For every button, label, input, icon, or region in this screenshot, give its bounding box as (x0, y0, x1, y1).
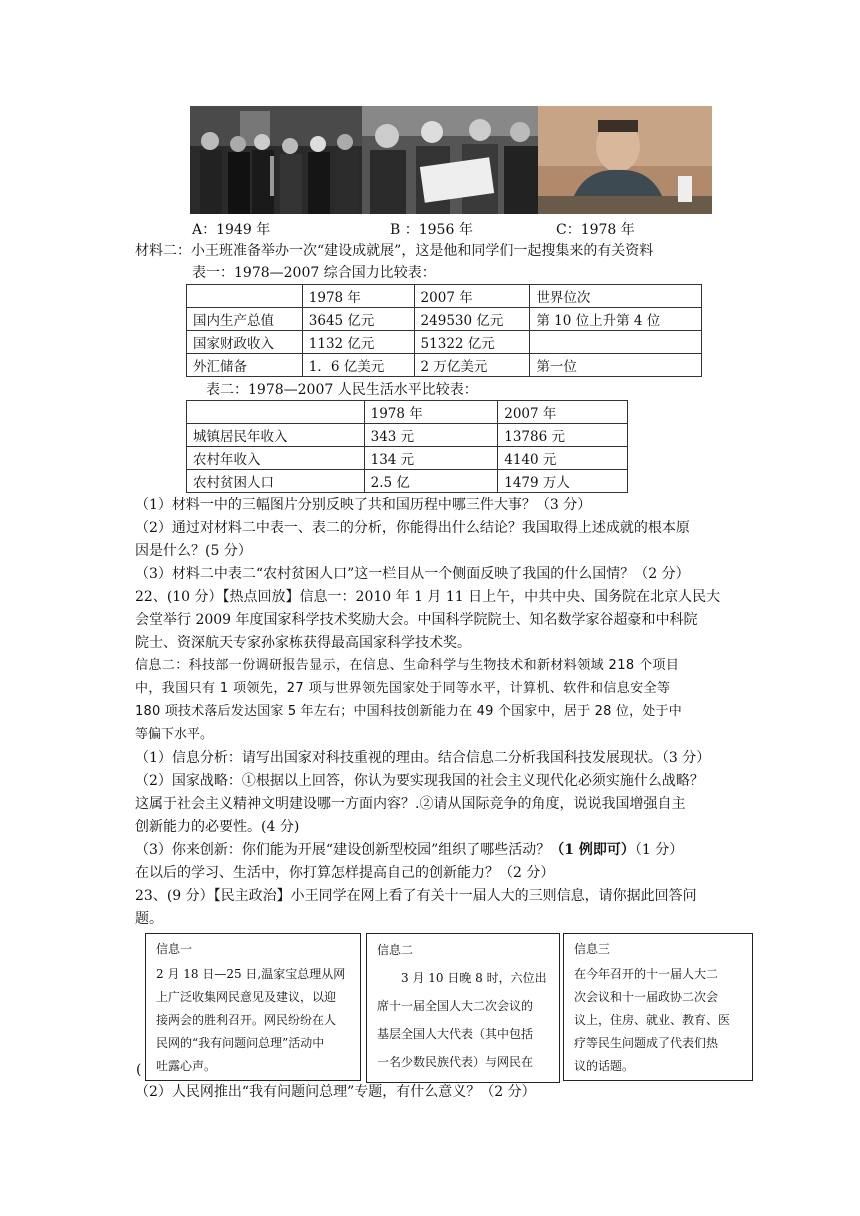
q22-line1: 22、(10 分）【热点回放】信息一：2010 年 1 月 11 日上午，中共中央、国务院在北京人民大 (135, 589, 721, 605)
table-cell: 13786 元 (498, 424, 628, 447)
table-cell: 1978 年 (302, 285, 414, 308)
table-cell: 51322 亿元 (414, 331, 530, 354)
table-cell: 343 元 (364, 424, 498, 447)
q22-info2-line4: 等偏下水平。 (135, 727, 214, 742)
q22-sub2-line3: 创新能力的必要性。(4 分) (135, 819, 300, 835)
info-box-line: 接两会的胜利召开。网民纷纷在人 (156, 1013, 337, 1027)
q21-sub1: （1）材料一中的三幅图片分别反映了共和国历程中哪三件大事？（3 分） (135, 497, 592, 513)
table-row (187, 470, 628, 493)
table1-title: 表一：1978—2007 综合国力比较表： (192, 265, 436, 281)
stray-paren: ( (136, 1062, 142, 1078)
q22-sub3-bold: （1 例即可） (550, 842, 635, 858)
table-cell: 2 万亿美元 (414, 354, 530, 377)
info-box-line: 2 月 18 日—25 日,温家宝总理从网 (156, 967, 346, 981)
q22-info2-line2: 中，我国只有 1 项领先，27 项与世界领先国家处于同等水平，计算机、软件和信息安全等 (135, 681, 671, 696)
table-row (187, 331, 702, 354)
q22-sub3-line2: 在以后的学习、生活中，你打算怎样提高自己的创新能力？（2 分） (135, 865, 555, 881)
table-cell: 国家财政收入 (187, 331, 303, 354)
q22-line2: 会堂举行 2009 年度国家科学技术奖励大会。中国科学院院士、知名数学家谷超豪和中科院 (135, 612, 698, 628)
table-cell (187, 401, 365, 424)
info-box-line: 一名少数民族代表）与网民在 (377, 1055, 534, 1069)
info-box-line: 在今年召开的十一届人大二 (574, 967, 719, 981)
info-box-2 (366, 933, 560, 1083)
photo-1956 (362, 106, 538, 214)
table-cell (530, 331, 702, 354)
table-cell: 农村贫困人口 (187, 470, 365, 493)
table-cell: 农村年收入 (187, 447, 365, 470)
table-row (187, 354, 702, 377)
info-box-title: 信息二 (377, 943, 414, 957)
q23-line1: 23、(9 分）【民主政治】小王同学在网上看了有关十一届人大的三则信息，请你据此回答问 (135, 888, 697, 904)
table-cell: 4140 元 (498, 447, 628, 470)
table-cell: 2007 年 (498, 401, 628, 424)
table-living-standard (186, 400, 628, 493)
q22-sub3-line1 (135, 839, 683, 861)
table-cell: 国内生产总值 (187, 308, 303, 331)
info-box-line: 议的话题。 (574, 1059, 635, 1073)
info-box-1 (145, 933, 361, 1081)
info-box-line: 基层全国人大代表（其中包括 (377, 1027, 534, 1041)
info-box-title: 信息三 (574, 942, 611, 956)
table-cell: 3645 亿元 (302, 308, 414, 331)
q23-sub2: （2）人民网推出“我有问题问总理”专题，有什么意义？（2 分） (135, 1084, 536, 1100)
q21-sub3: （3）材料二中表二“农村贫困人口”这一栏目从一个侧面反映了我国的什么国情？（2 分） (135, 566, 690, 582)
table2-title: 表二：1978—2007 人民生活水平比较表： (206, 382, 478, 398)
photo-1978 (538, 106, 712, 214)
q22-info2-line3: 180 项技术落后发达国家 5 年左右；中国科技创新能力在 49 个国家中，居于 28 位，处于中 (135, 704, 682, 719)
q21-sub2-line1: （2）通过对材料二中表一、表二的分析，你能得出什么结论？我国取得上述成就的根本原 (135, 520, 690, 536)
table-row (187, 424, 628, 447)
table-cell: 城镇居民年收入 (187, 424, 365, 447)
table-cell: 249530 亿元 (414, 308, 530, 331)
photo-caption-a: A：1949 年 (192, 222, 271, 238)
q22-sub2-line2: 这属于社会主义精神文明建设哪一方面内容？.②请从国际竞争的角度，说说我国增强自主 (135, 796, 686, 812)
table-cell: 2.5 亿 (364, 470, 498, 493)
table-header-row (187, 401, 628, 424)
table-cell: 1．6 亿美元 (302, 354, 414, 377)
info-box-line: 疗等民生问题成了代表们热 (574, 1036, 719, 1050)
info-box-title: 信息一 (156, 942, 193, 956)
q22-info2-line1: 信息二：科技部一份调研报告显示，在信息、生命科学与生物技术和新材料领域 218 个项目 (135, 658, 680, 673)
info-box-line: 席十一届全国人大二次会议的 (377, 999, 534, 1013)
table-cell: 1132 亿元 (302, 331, 414, 354)
q22-sub2-line1: （2）国家战略：①根据以上回答，你认为要实现我国的社会主义现代化必须实施什么战略？ (135, 773, 704, 789)
info-box-line: 3 月 10 日晚 8 时，六位出 (401, 971, 547, 985)
info-box-line: 上广泛收集网民意见及建议，以迎 (156, 990, 337, 1004)
photo-1949 (190, 106, 362, 214)
table-cell: 外汇储备 (187, 354, 303, 377)
table-cell: 第 10 位上升第 4 位 (530, 308, 702, 331)
q22-sub3-points: （1 分） (634, 842, 684, 858)
table-row (187, 447, 628, 470)
table-cell (187, 285, 303, 308)
q21-sub2-line2: 因是什么？(5 分） (135, 543, 252, 559)
material2-intro: 材料二：小王班准备举办一次“建设成就展”，这是他和同学们一起搜集来的有关资料 (135, 243, 654, 259)
table-row (187, 308, 702, 331)
table-cell: 1978 年 (364, 401, 498, 424)
q22-line3: 院士、资深航天专家孙家栋获得最高国家科学技术奖。 (135, 635, 471, 651)
table-cell: 1479 万人 (498, 470, 628, 493)
table-header-row (187, 285, 702, 308)
table-comprehensive-strength (186, 284, 702, 377)
info-box-line: 次会议和十一届政协二次会 (574, 990, 719, 1004)
info-box-3 (563, 933, 753, 1081)
info-box-line: 民网的“我有问题问总理”活动中 (156, 1036, 325, 1050)
info-box-line: 议上，住房、就业、教育、医 (574, 1013, 731, 1027)
photo-caption-c: C：1978 年 (556, 222, 635, 238)
table-cell: 2007 年 (414, 285, 530, 308)
table-cell: 世界位次 (530, 285, 702, 308)
info-box-line: 吐露心声。 (156, 1059, 217, 1073)
table-cell: 134 元 (364, 447, 498, 470)
photo-caption-b: B ：1956 年 (390, 222, 473, 238)
q23-line2: 题。 (135, 911, 163, 927)
q22-sub1: （1）信息分析：请写出国家对科技重视的理由。结合信息二分析我国科技发展现状。（3 分） (135, 750, 711, 766)
q22-sub3-text: （3）你来创新：你们能为开展“建设创新型校园”组织了哪些活动？ (135, 842, 551, 858)
table-cell: 第一位 (530, 354, 702, 377)
